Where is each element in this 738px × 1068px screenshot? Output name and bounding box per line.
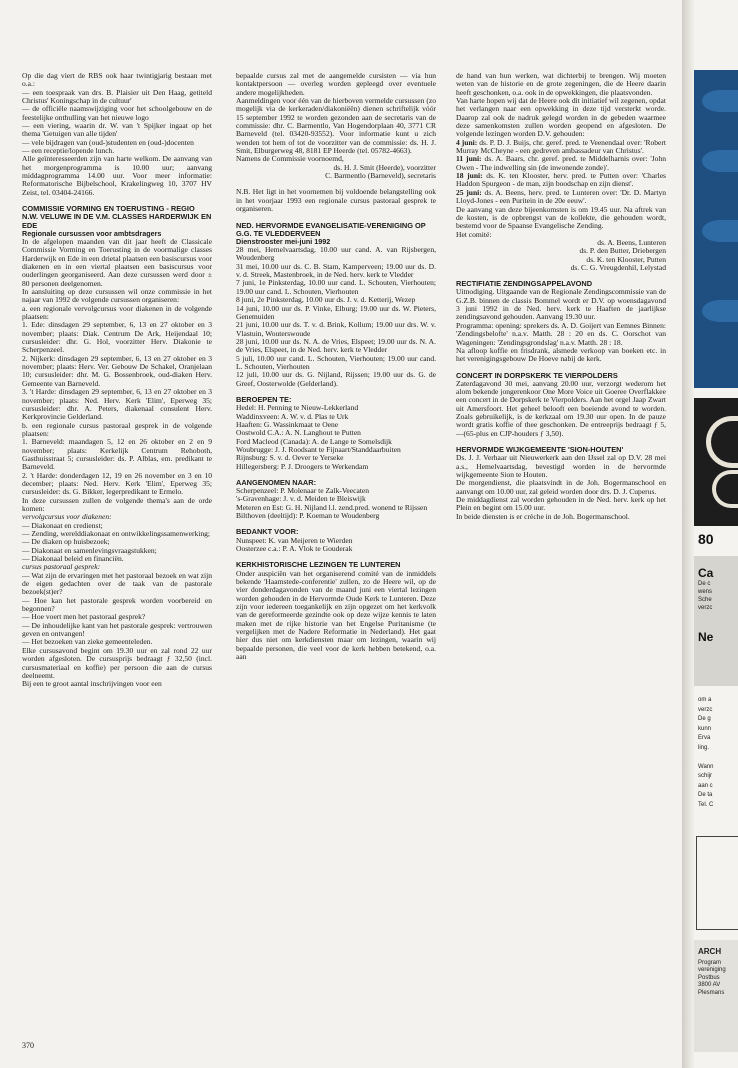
paragraph: Elke cursusavond begint om 19.30 uur en zal rond 22 uur worden afgesloten. De cursusprijs bedraagt ƒ 32,50 (incl. cursusmateriaal en koffie) per persoon die aan de cursus deelneemt.	[22, 645, 212, 680]
paragraph: b. een regionale cursus pastoraal gesprek in de volgende plaatsen:	[22, 420, 212, 438]
edge-text-line: Tel. C	[698, 801, 714, 808]
paragraph: 2. 't Harde: donderdagen 12, 19 en 26 november en 3 en 10 december; plaats: Ned. Herv. Kerk 'Elim', Eperweg 35; cursusleider: ds. G. Bikker, legerpredikant te Ermelo.	[22, 470, 212, 497]
signature-line: ds. P. den Butter, Driebergen	[579, 246, 666, 256]
edge-text-line: verzc	[698, 605, 713, 611]
paragraph: Oosterzee c.a.: P. A. Vlok te Gouderak	[236, 544, 353, 554]
paragraph: Scherpenzeel: P. Molenaar te Zalk-Veecaten	[236, 486, 370, 496]
paragraph: In beide diensten is er crèche in de Joh. Bogermanschool.	[456, 511, 630, 521]
paragraph: 2. Nijkerk: dinsdagen 29 september, 6, 13 en 27 oktober en 3 november; plaats: Herv. Ver. Gebouw De Schakel, Oranjelaan 10; cursusleider: dhr. M. G. Bossenbroek, oud-diaken Herv. Gemeente van Barneveld.	[22, 353, 212, 388]
edge-text-line: verzc	[698, 706, 713, 713]
section-heading: HERVORMDE WIJKGEMEENTE 'SION-HOUTEN'	[456, 445, 624, 455]
paragraph: Ds. J. J. Verhaar uit Nieuwerkerk aan den IJssel zal op D.V. 28 mei a.s., Hemelvaartsdag, bevestigd worden in de hervormde wijkgemeente Sion te Houten.	[456, 453, 666, 480]
paragraph: — Zending, werelddiakonaat en ontwikkelingssamenwerking;	[22, 529, 210, 538]
paragraph: Alle geïnteresseerden zijn van harte welkom. De aanvang van het morgenprogramma is 10.00 uur; aanvang middagprogramma 14.00 uur. Voor meer informatie: Reformatorische Bijbelschool, Krakelingweg 10, 3707 HV Zeist, tel. 03404-24166.	[22, 154, 212, 197]
paragraph: Hedel: H. Penning te Nieuw-Lekkerland	[236, 403, 359, 413]
section-subheading: Dienstrooster mei-juni 1992	[236, 236, 331, 246]
paragraph: Aanmeldingen voor één van de hierboven vermelde cursussen (zo mogelijk via de kerkeraden/diakoniëën) dienen schriftelijk vóór 15 september 1992 te worden gezonden aan de secretaris van de commissie: dhr. C. Barmentlo, Van Hogendorplaan 40, 3771 CR Barneveld (tel. 03420-93552). Voor informatie kunt u zich wenden tot hem of tot de voorzitter van de commissie: ds. H. J. Smit, Elburgerweg 48, 8181 EP Heerde (tel. 05782-4663).	[236, 96, 436, 156]
edge-text-line: Erva	[698, 735, 711, 741]
edge-number: 80	[698, 531, 714, 547]
section-heading: AANGENOMEN NAAR:	[236, 477, 317, 487]
paragraph: — De inhoudelijke kant van het pastorale gesprek: vertrouwen geven en ontvangen!	[22, 620, 212, 639]
paragraph: 28 mei, Hemelvaartsdag, 10.00 uur cand. A. van Rijsbergen, Woudenberg	[236, 245, 436, 263]
paragraph: De morgendienst, die plaatsvindt in de Joh. Bogermanschool en aanvangt om 10.00 uur, zal geleid worden door drs. D. J. Cuperus.	[456, 478, 666, 496]
paragraph: 8 juni, 2e Pinksterdag, 10.00 uur ds. J. v. d. Ketterij, Wezep	[236, 295, 416, 305]
signature-line: ds. C. G. Vreugdenhil, Lelystad	[570, 262, 666, 272]
edge-arch-box	[694, 940, 738, 1052]
section-subheading: Regionale cursussen voor ambtsdragers	[22, 228, 162, 238]
paragraph: In aansluiting op deze cursussen wil onze commissie in het najaar van 1992 de volgende cursussen organiseren:	[22, 287, 212, 305]
paragraph: Waddinxveen: A. W. v. d. Plas te Urk	[236, 411, 349, 421]
edge-arch-title: ARCH	[698, 947, 722, 956]
paragraph: cursus pastoraal gesprek:	[22, 562, 101, 572]
paragraph: Ford Macleod (Canada): A. de Lange te Somelsdijk	[236, 436, 392, 446]
paragraph: In deze cursussen zullen de volgende thema's aan de orde komen:	[22, 495, 212, 513]
paragraph: — een viering, waarin dr. W. van 't Spijker ingaat op het thema 'Getuigen van alle tijden'	[22, 121, 212, 139]
paragraph: Haaften: G. Wassinkmaat te Oene	[236, 419, 339, 429]
book-spine-shadow	[682, 0, 694, 1068]
edge-text-line: Sche	[698, 597, 712, 603]
signature-line: C. Barmentlo (Barneveld), secretaris	[325, 171, 436, 181]
lecture-entry	[456, 155, 666, 172]
paragraph: — Diakonaat en samenlevingsvraagstukken;	[22, 545, 157, 555]
edge-text-line: Program	[698, 959, 722, 966]
edge-gray-box	[694, 556, 738, 686]
next-page-edge	[694, 0, 738, 1068]
edge-frame	[696, 836, 738, 930]
paragraph: Uitnodiging. Uitgaande van de Regionale Zendingscommissie van de G.Z.B. binnen de classis Bommel wordt er D.V. op woensdagavond 3 juni 1992 in de Ned. herv. kerk te Haaften de jaarlijkse zendingsavond gehouden. Aanvang 19.30 uur.	[456, 287, 666, 322]
paragraph: Oostwold C.A.: A. N. Langhout te Putten	[236, 428, 361, 438]
edge-text-line: om a	[698, 697, 712, 703]
book-cover-image	[694, 398, 738, 526]
paragraph: 1. Barneveld: maandagen 5, 12 en 26 oktober en 2 en 9 november; plaats: Kerkelijk Centrum Rehoboth, Gasthuisstraat 5; cursusleider: ds. P. Alblas, em. predikant te Barneveld.	[22, 437, 212, 472]
paragraph: Zaterdagavond 30 mei, aanvang 20.00 uur, verzorgt wederom het alom bekende jongerenkoor One More Voice uit Goeree Overflakkee een concert in de Dorpskerk te Vierpolders. Aan het orgel Jaap Zwart uit Amersfoort. Het geheel belooft een boeiende avond te worden. Zoals gebruikelijk, is de kerkzaal om 19.30 uur open. In de pauze wordt gratis koffie of thee geschonken. De entreeprijs bedraagt ƒ 5,—(65-plus en CJP-houders ƒ 3,50).	[456, 378, 666, 438]
signature-line: ds. H. J. Smit (Heerde), voorzitter	[333, 162, 436, 172]
edge-text-line: schijr	[698, 773, 713, 779]
lecture-entry	[456, 189, 666, 206]
paragraph: Namens de Commissie voornoemd,	[236, 154, 344, 164]
paragraph: — Hoe kan het pastorale gesprek worden voorbereid en begonnen?	[22, 595, 212, 614]
lecture-text: ds. K. ten Klooster, herv. pred. te Putten over: 'Charles Haddon Spurgeon - de man, zijn boodschap en zijn dienst'.	[456, 171, 666, 189]
edge-text-line: Plesmans	[698, 989, 725, 996]
lecture-date: 4 juni:	[456, 137, 478, 147]
paragraph: Woubrugge: J. J. Roodsant te Fijnaart/Standdaarbuiten	[236, 444, 401, 454]
signature-line: ds. K. ten Klooster, Putten	[586, 254, 666, 264]
edge-heading: Ca	[698, 566, 714, 580]
paragraph: Rijnsburg: S. v. d. Oever te Yerseke	[236, 453, 344, 463]
paragraph: — Diakonaal beleid en financiën.	[22, 554, 124, 564]
paragraph: 14 juni, 10.00 uur ds. P. Vinke, Elburg; 19.00 uur ds. W. Pieters, Genemuiden	[236, 303, 436, 321]
paragraph: De middagdienst zal worden gehouden in de Ned. herv. kerk op het Plein en begint om 15.00 uur.	[456, 495, 666, 513]
column-left	[22, 72, 212, 689]
section-heading: BEROEPEN TE:	[236, 394, 292, 404]
lecture-text: ds. A. Baars, chr. geref. pred. te Middelharnis over: 'John Owen - The indwelling sin (de inwonende zonde)'.	[456, 154, 666, 172]
paragraph: 3. 't Harde: dinsdagen 29 september, 6, 13 en 27 oktober en 3 november; plaats: Ned. Herv. Kerk 'Elim', Eperweg 35; cursusleider: dhr. A. Peters, diakenaal consulent Herv. Kerkprovincie Gelderland.	[22, 387, 212, 422]
paragraph: — een receptie/lopende lunch.	[22, 146, 115, 156]
paragraph: Bilthoven (deeltijd): P. Koeman te Woudenberg	[236, 511, 380, 521]
edge-text-line: Wann	[698, 763, 714, 770]
section-heading: BEDANKT VOOR:	[236, 527, 299, 537]
paragraph: 31 mei, 10.00 uur ds. C. B. Stam, Kamperveen; 19.00 uur ds. D. v. d. Streek, Mastenbroek, in de Ned. herv. kerk te Vledder	[236, 261, 436, 280]
page-number: 370	[22, 1041, 34, 1050]
paragraph: Van harte hopen wij dat de Heere ook dit initiatief wil zegenen, opdat het verlangen naar een opwekking in deze tijd versterkt worde. Daarop zal ook de nadruk gelegd worden in de gebeden waarmee deze samenkomsten zullen worden geopend en afgesloten. De volgende lezingen worden D.V. gehouden:	[456, 96, 666, 139]
lecture-date: 18 juni:	[456, 171, 483, 181]
lecture-text: ds. P. D. J. Buijs, chr. geref. pred. te Veenendaal over: 'Robert Murray McCheyne - een gedreven ambassadeur van Christus'.	[456, 137, 666, 156]
paragraph: vervolgcursus voor diakenen:	[22, 512, 112, 522]
section-heading: NED. HERVORMDE EVANGELISATIE-VERENIGING OP G.G. TE VLEDDERVEEN	[236, 220, 426, 238]
edge-text-line: De ta	[698, 792, 713, 798]
paragraph: — Hoe voert men het pastoraal gesprek?	[22, 612, 146, 622]
edge-text-line: kunn	[698, 725, 712, 732]
paragraph: — Diakonaat en credienst;	[22, 520, 103, 530]
paragraph: Programma: opening: sprekers ds. A. D. Goijert van Eemnes Binnen: 'Zendingsbelofte' n.a.v. Matth. 28 : 20 en ds. C. Oorschot van Wageningen: 'Zendingsgrondslag' n.a.v. Matth. 28 : 18.	[456, 320, 666, 347]
edge-text-line	[698, 753, 738, 763]
lecture-date: 11 juni:	[456, 154, 482, 164]
paragraph: 's-Gravenhage: J. v. d. Meiden te Bleiswijk	[236, 494, 366, 504]
paragraph: a. een regionale vervolgcursus voor diakenen in de volgende plaatsen:	[22, 303, 212, 322]
paragraph: De aanvang van deze bijeenkomsten is om 19.45 uur. Na aftrek van de kosten, is de opbrengst van de kollekte, die gehouden wordt, bestemd voor de Spaanse Evangelische Zending.	[456, 204, 666, 231]
paragraph: — De diaken op huisbezoek;	[22, 537, 110, 547]
paragraph: Na afloop koffie en frisdrank, alsmede verkoop van boeken etc. in het verenigingsgebouw De Hoeve nabij de kerk.	[456, 345, 666, 364]
paragraph: — een toespraak van drs. B. Plaisier uit Den Haag, getiteld Christus' Koningschap in de cultuur'	[22, 87, 212, 106]
edge-text-line: vereniging	[698, 967, 726, 973]
paragraph: Onder auspiciën van het organiserend comité van de inmiddels bekende 'Haamstede-conferentie' zullen, zo de Heere wil, op de vier donderdagavonden van de maand juni een viertal lezingen worden gehouden in de Hervormde Oude Kerk te Lunteren. Deze zijn voor iedereen toegankelijk en zijn opgezet om het kerkvolk van de gereformeerde gezindte ook op deze wijze kennis te laten maken met de rijke historie van het Engelse Puritanisme (te vergelijken met de Nadere Reformatie in Nederland). Het gaat hier dus niet om kerkdiensten maar om lezingen, waarin wij bepaalde personen, die veel voor de kerk hebben betekend, o.a. aan	[236, 568, 436, 662]
paragraph: 21 juni, 10.00 uur ds. T. v. d. Brink, Kollum; 19.00 uur drs. W. v. Vlastuin, Wouterswoude	[236, 320, 436, 338]
paragraph: — Het bezoeken van zieke gemeenteleden.	[22, 637, 153, 647]
paragraph: N.B. Het ligt in het voornemen bij voldoende belangstelling ook in het voorjaar 1993 een regionale cursus pastoraal gesprek te organiseren.	[236, 187, 436, 214]
paragraph: — de officiële naamswijziging voor het schoolgebouw en de feestelijke onthulling van het nieuwe logo	[22, 104, 212, 122]
signature-line: ds. A. Beens, Lunteren	[597, 237, 666, 247]
paragraph: Hillegersberg: P. J. Droogers te Werkendam	[236, 461, 369, 471]
section-heading: CONCERT IN DORPSKERK TE VIERPOLDERS	[456, 370, 618, 380]
paragraph: Nunspeet: K. van Meijeren te Wierden	[236, 535, 353, 545]
paragraph: In de afgelopen maanden van dit jaar heeft de Classicale Commissie Vorming en Toerusting in de voormalige classes Harderwijk en Ede in een drietal plaatsen een basiscursus voor diakenen en in een viertal plaatsen een basiscursus voor ouderlingen georganiseerd. Aan deze cursussen werd door ± 80 personen deelgenomen.	[22, 236, 212, 288]
paragraph: 7 juni, 1e Pinksterdag, 10.00 uur cand. L. Schouten, Vierhouten; 19.00 uur cand. L. Schouten, Vierhouten	[236, 278, 436, 296]
paragraph: — vele bijdragen van (oud-)studenten en (oud-)docenten	[22, 137, 194, 147]
edge-text-line: 3800 AV	[698, 982, 721, 988]
edge-heading-ne: Ne	[698, 630, 714, 644]
section-heading: KERKHISTORISCHE LEZINGEN TE LUNTEREN	[236, 560, 401, 570]
paragraph: 5 juli, 10.00 uur cand. L. Schouten, Vierhouten; 19.00 uur cand. L. Schouten, Vierhouten	[236, 353, 436, 371]
paragraph: Bij een te groot aantal inschrijvingen voor een	[22, 679, 162, 689]
paragraph: Het comité:	[456, 229, 492, 239]
edge-text-line: Postbus	[698, 974, 720, 981]
paragraph: de hand van hun werken, wat dichterbij te brengen. Wij moeten weten van de historie en de grote zegeningen, die de Heere daarin heeft geschonken, o.a. ook in de opwekkingen, die plaatsvonden.	[456, 71, 666, 97]
lecture-text: ds. A. Beens, herv. pred. te Lunteren over: 'Dr. D. Martyn Lloyd-Jones - een Puritein in de 20e eeuw'.	[456, 187, 667, 206]
edge-text-line: aan c	[698, 782, 713, 789]
paragraph: Op die dag viert de RBS ook haar twintigjarig bestaan met o.a.:	[22, 71, 212, 89]
edge-text-line: De c	[698, 581, 711, 587]
paragraph: 12 juli, 10.00 uur ds. G. Nijland, Rijssen; 19.00 uur ds. G. de Greef, Oosterwolde (Gelderland).	[236, 370, 436, 388]
paragraph: 1. Ede: dinsdagen 29 september, 6, 13 en 27 oktober en 3 november; plaats: Diak. Centrum De Ark, Heijendaal 10; cursusleider: dhr. G. Hol, voorzitter Herv. Diakonie te Scherpenzeel.	[22, 320, 212, 355]
edge-text-line: wens	[698, 589, 713, 595]
lecture-date: 25 juni:	[456, 187, 482, 197]
column-middle	[236, 72, 436, 661]
edge-text-line: De g	[698, 716, 711, 722]
edge-text-line: ling.	[698, 744, 710, 751]
paragraph: — Wat zijn de ervaringen met het pastoraal bezoek en wat zijn de eigen gedachten over de taak van de pastorale bezoek(st)er?	[22, 570, 212, 597]
lecture-entry	[456, 172, 666, 189]
section-heading: RECTIFIATIE ZENDINGSAPPELAVOND	[456, 279, 593, 289]
edge-text	[694, 696, 738, 810]
section-heading: COMMISSIE VORMING EN TOERUSTING - REGIO N.W. VELUWE IN DE V.M. CLASSES HARDERWIJK EN EDE	[22, 204, 212, 230]
blue-banner-image	[694, 70, 738, 388]
paragraph: 28 juni, 10.00 uur ds. N. A. de Vries, Elspeet; 19.00 uur ds. N. A. de Vries, Elspeet, in de Ned. herv. kerk te Vledder	[236, 336, 436, 355]
column-right	[456, 72, 666, 521]
paragraph: bepaalde cursus zal met de aangemelde cursisten — via hun kontaktpersoon — overleg worden gepleegd over eventuele andere mogelijkheden.	[236, 71, 436, 97]
lecture-entry	[456, 139, 666, 156]
paragraph: Meteren en Est: G. H. Nijland l.l. zend.pred. wonend te Rijssen	[236, 502, 428, 512]
